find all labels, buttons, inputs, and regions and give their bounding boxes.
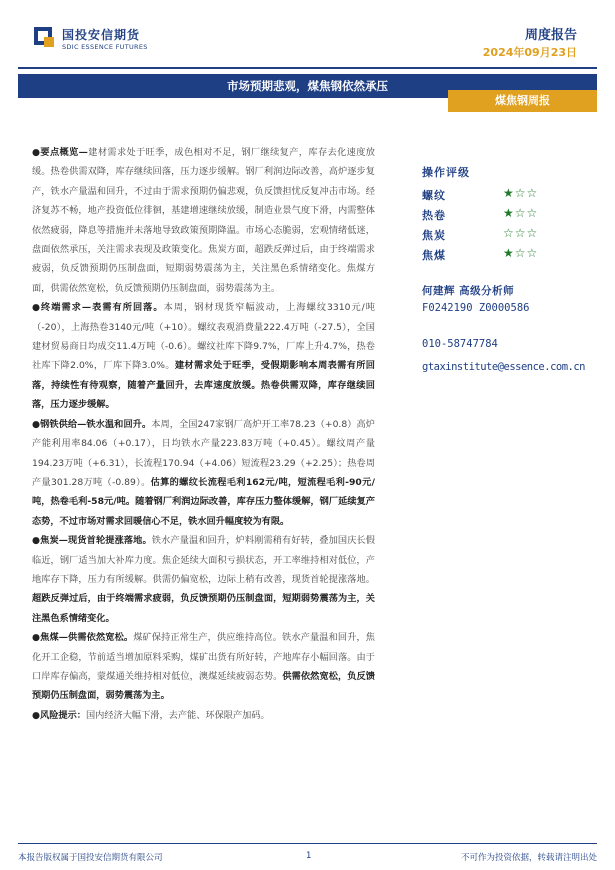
footer-divider xyxy=(18,843,597,844)
paragraph-steel-supply xyxy=(32,415,375,531)
body-text-column xyxy=(32,143,375,725)
rating-title: 操作评级 xyxy=(422,166,470,179)
analyst-phone: 010-58747784 xyxy=(422,338,498,350)
body-text: 本周，钢材现货窄幅波动，上海螺纹3310元/吨（-20），上海热卷3140元/吨（+10）。螺纹表观消费量222.4万吨（-27.5），全国建材贸易商日均成交11.4万吨（-0.6）。螺纹社库下降9.7%，厂库上升4.7%，热卷社库下降2.0%，厂库下降3.0%。 xyxy=(32,302,375,372)
section-tab-label: 煤焦钢周报 xyxy=(495,94,550,107)
footer-copyright: 本报告版权属于国投安信期货有限公司 xyxy=(18,853,163,863)
highlight-text: ●要点概览— xyxy=(32,147,88,158)
highlight-text: ●风险提示： xyxy=(32,709,86,721)
page-number: 1 xyxy=(306,851,312,861)
paragraph-overview xyxy=(32,143,375,298)
highlight-text: ●焦炭—现货首轮提涨落地。 xyxy=(32,535,152,547)
paragraph-coke xyxy=(32,531,375,628)
rating-row xyxy=(422,247,572,265)
highlight-text: 估算的螺纹长流程毛利162元/吨，短流程毛利-90元/吨，热卷毛利-58元/吨。随着钢厂利润边际改善，库存压力整体缓解，钢厂延续复产态势，不过市场对需求回暖信心不足，铁水回升幅度较为有限。 xyxy=(32,476,375,527)
page-title: 市场预期悲观，煤焦钢依然承压 xyxy=(227,79,388,93)
highlight-text: ●终端需求—表需有所回落。 xyxy=(32,302,164,314)
report-date: 2024年09月23日 xyxy=(482,46,577,59)
rating-stars xyxy=(503,186,538,200)
footer-disclaimer: 不可作为投资依据，转载请注明出处 xyxy=(460,853,597,863)
paragraph-coking-coal xyxy=(32,628,375,706)
body-text: 国内经济大幅下滑，去产能、环保限产加码。 xyxy=(85,709,270,721)
report-type: 周度报告 xyxy=(524,28,577,43)
section-tab xyxy=(448,90,597,112)
rating-stars xyxy=(503,226,538,240)
logo-accent xyxy=(44,37,54,47)
body-text: 煤矿保持正常生产，供应维持高位。铁水产量温和回升，焦化开工企稳，节前适当增加原料采购，煤矿出货有所好转，产地库存小幅回落。由于口岸库存偏高，蒙煤通关维持相对低位，澳煤延续疲弱态势。 xyxy=(32,632,375,682)
rating-row xyxy=(422,227,572,245)
rating-stars xyxy=(503,246,538,260)
analyst-email[interactable]: gtaxinstitute@essence.com.cn xyxy=(422,361,586,373)
star-empty-icon: ☆ xyxy=(526,246,539,260)
star-empty-icon: ☆ xyxy=(514,246,527,260)
star-empty-icon: ☆ xyxy=(514,186,527,200)
rating-name: 焦煤 xyxy=(422,249,446,262)
body-text: 本周，全国247家钢厂高炉开工率78.23（+0.8）高炉产能利用率84.06（+0.17），日均铁水产量223.83万吨（+0.45）。螺纹周产量194.23万吨（+6.31），长流程170.94（+4.06）短流程23.29（+2.25）；热卷周产量301.28万吨（-0.89）。 xyxy=(32,418,375,488)
rating-stars xyxy=(503,206,538,220)
logo-text-en: SDIC ESSENCE FUTURES xyxy=(62,43,148,51)
highlight-text: 供需依然宽松，负反馈预期仍压制盘面，弱势震荡为主。 xyxy=(32,670,375,702)
highlight-text: ●焦煤—供需依然宽松。 xyxy=(32,632,134,644)
star-empty-icon: ☆ xyxy=(503,226,515,240)
rating-name: 热卷 xyxy=(422,209,446,222)
star-empty-icon: ☆ xyxy=(526,206,539,220)
star-filled-icon: ★ xyxy=(503,186,515,200)
highlight-text: 超跌反弹过后，由于终端需求疲弱，负反馈预期仍压制盘面，短期弱势震荡为主，关注黑色系情绪变化。 xyxy=(32,593,375,624)
star-empty-icon: ☆ xyxy=(526,186,539,200)
analyst-license-ids: F0242190 Z0000586 xyxy=(422,302,530,314)
paragraph-terminal-demand xyxy=(32,298,375,414)
star-empty-icon: ☆ xyxy=(514,226,527,240)
paragraph-risk xyxy=(32,706,375,725)
analyst-name: 何建辉 高级分析师 xyxy=(422,285,515,297)
star-empty-icon: ☆ xyxy=(526,226,539,240)
highlight-text: 建材需求处于旺季，受假期影响本周表需有所回落，持续性有待观察，随着产量回升，去库速度放缓。热卷供需双降，库存继续回落，压力逐步缓解。 xyxy=(32,360,375,411)
header-divider xyxy=(18,67,597,69)
body-text: 铁水产量温和回升，炉料刚需稍有好转，叠加国庆长假临近，钢厂适当加大补库力度。焦企延续大面积亏损状态，开工率维持相对低位，产地库存下降，压力有所缓解。供需仍偏宽松，边际上稍有改善，现货首轮提涨落地。 xyxy=(32,535,375,585)
rating-name: 焦炭 xyxy=(422,229,446,242)
rating-row xyxy=(422,187,572,205)
star-empty-icon: ☆ xyxy=(514,206,527,220)
star-filled-icon: ★ xyxy=(503,206,515,220)
logo-text-cn: 国投安信期货 xyxy=(62,28,141,42)
body-text: 建材需求处于旺季，成色相对不足，钢厂继续复产，库存去化速度放缓。热卷供需双降，库存继续回落，压力逐步缓解。钢厂利润边际改善，高炉逐步复产，铁水产量温和回升，不过由于需求预期仍偏悲观，负反馈担忧反复冲击市场。经济复苏不畅，地产投资低位徘徊，基建增速继续放缓，制造业景气度下滑，内需整体依然疲弱，降息等措施并未落地导致政策预期降温。市场心态脆弱，宏观情绪低迷，盘面依然承压，关注需求表现及政策变化。焦炭方面，超跌反弹过后，由于终端需求疲弱，负反馈预期仍压制盘面，短期弱势震荡为主，关注黑色系情绪变化。焦煤方面，供需依然宽松，负反馈预期仍压制盘面，弱势震荡为主。 xyxy=(32,147,375,294)
rating-row xyxy=(422,207,572,225)
star-filled-icon: ★ xyxy=(503,246,515,260)
rating-name: 螺纹 xyxy=(422,189,446,202)
highlight-text: ●钢铁供给—铁水温和回升。 xyxy=(32,418,152,430)
